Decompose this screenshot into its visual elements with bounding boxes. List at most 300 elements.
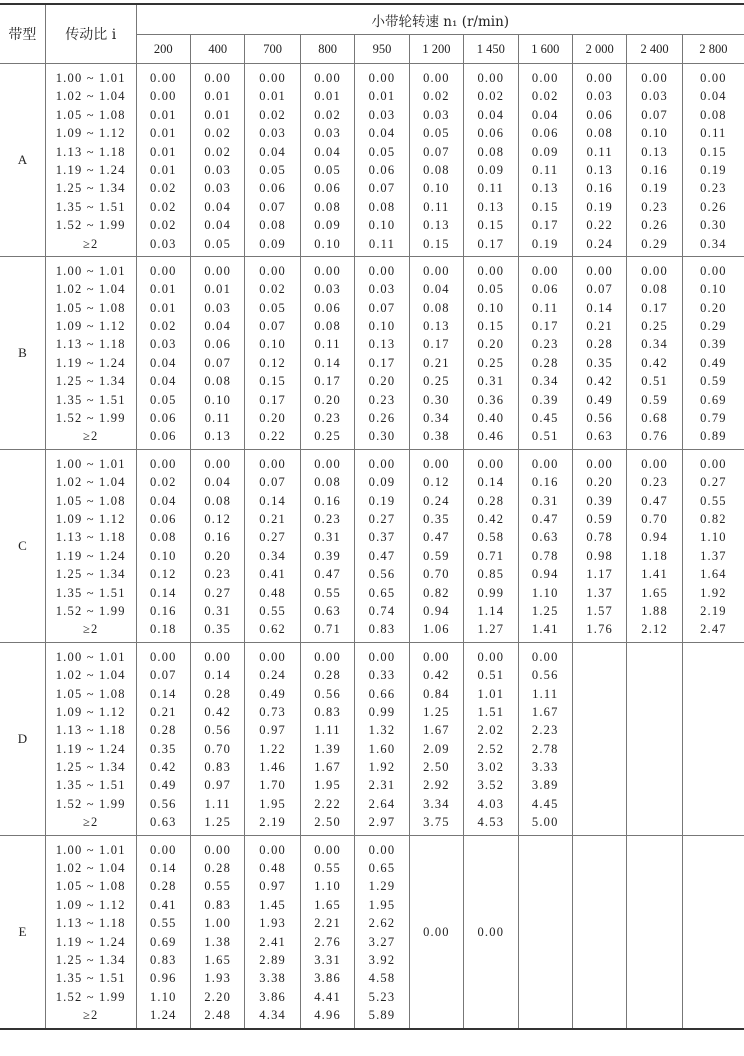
power-value-column xyxy=(355,64,409,257)
power-value: 0.00 xyxy=(204,649,232,664)
ratio-value: 1.05 ~ 1.08 xyxy=(55,107,126,122)
power-value: 0.76 xyxy=(641,429,668,444)
power-value: 0.69 xyxy=(149,934,177,949)
ratio-value: 1.00 ~ 1.01 xyxy=(55,456,126,471)
power-value: 0.42 xyxy=(423,668,450,683)
power-value: 0.03 xyxy=(641,89,668,104)
power-value: 0.28 xyxy=(314,668,341,683)
power-value: 0.00 xyxy=(477,263,505,278)
power-value: 0.06 xyxy=(477,126,505,141)
ratio-value: 1.52 ~ 1.99 xyxy=(55,796,126,811)
power-value: 2.48 xyxy=(204,1008,232,1023)
power-value: 0.08 xyxy=(314,319,341,334)
power-value: 0.74 xyxy=(368,603,396,618)
power-value: 0.30 xyxy=(700,218,727,233)
power-value-column xyxy=(518,642,572,835)
power-value: 0.05 xyxy=(149,392,177,407)
speed-header: 小带轮转速 n₁ (r/min) xyxy=(136,4,744,35)
power-value: 1.10 xyxy=(149,989,177,1004)
power-value: 1.67 xyxy=(423,723,450,738)
power-value: 0.00 xyxy=(586,263,614,278)
power-value: 1.38 xyxy=(204,934,232,949)
ratio-value: 1.35 ~ 1.51 xyxy=(55,392,126,407)
power-value: 1.22 xyxy=(259,741,286,756)
power-value: 1.45 xyxy=(259,897,286,912)
power-value: 2.47 xyxy=(700,622,727,637)
power-value: 0.55 xyxy=(259,603,286,618)
power-value: 0.16 xyxy=(641,162,668,177)
belt-type-group xyxy=(0,835,744,1028)
power-value: 0.00 xyxy=(259,71,286,85)
ratio-value: 1.05 ~ 1.08 xyxy=(55,300,126,315)
power-value: 0.36 xyxy=(477,392,505,407)
power-value: 0.04 xyxy=(204,319,232,334)
ratio-list xyxy=(45,835,136,1028)
power-value: 1.70 xyxy=(259,778,286,793)
power-value: 1.10 xyxy=(700,530,727,545)
power-value-column xyxy=(464,642,518,835)
power-value: 4.41 xyxy=(314,989,341,1004)
power-value: 0.22 xyxy=(259,429,286,444)
power-value: 0.07 xyxy=(368,181,396,196)
power-value: 0.10 xyxy=(259,337,286,352)
power-value: 0.20 xyxy=(586,475,614,490)
power-value: 1.18 xyxy=(641,548,668,563)
power-value-column xyxy=(245,835,300,1028)
power-value: 0.06 xyxy=(368,162,396,177)
power-value: 0.65 xyxy=(368,585,396,600)
power-value: 1.10 xyxy=(531,585,559,600)
power-value: 0.59 xyxy=(700,374,727,389)
power-value: 0.08 xyxy=(423,162,450,177)
power-value: 0.41 xyxy=(259,567,286,582)
power-value: 0.14 xyxy=(149,686,177,701)
power-value: 0.00 xyxy=(368,71,396,85)
power-value: 2.97 xyxy=(368,815,396,830)
power-value: 2.21 xyxy=(314,916,341,931)
power-value: 0.17 xyxy=(314,374,341,389)
power-value: 0.05 xyxy=(477,282,505,297)
ratio-value: 1.19 ~ 1.24 xyxy=(55,162,126,177)
power-value: 0.00 xyxy=(204,456,232,471)
power-value: 0.22 xyxy=(586,218,614,233)
power-value: 0.25 xyxy=(423,374,450,389)
power-value: 2.62 xyxy=(368,916,396,931)
ratio-value: 1.05 ~ 1.08 xyxy=(55,493,126,508)
power-value: 0.21 xyxy=(149,704,177,719)
ratio-value: 1.02 ~ 1.04 xyxy=(55,861,126,876)
power-value: 1.64 xyxy=(700,567,727,582)
power-value: 1.41 xyxy=(531,622,559,637)
power-value: 0.02 xyxy=(149,181,177,196)
ratio-value: 1.05 ~ 1.08 xyxy=(55,686,126,701)
power-value-column xyxy=(191,64,245,257)
power-value: 0.06 xyxy=(149,429,177,444)
power-value: 0.35 xyxy=(586,355,614,370)
power-value-column xyxy=(409,449,463,642)
ratio-value: 1.25 ~ 1.34 xyxy=(55,181,126,196)
power-value: 1.65 xyxy=(641,585,668,600)
power-value: 0.13 xyxy=(641,144,668,159)
power-value: 1.37 xyxy=(586,585,614,600)
belt-type-label: E xyxy=(0,835,45,1028)
power-value: 0.13 xyxy=(586,162,614,177)
power-value-column xyxy=(355,256,409,449)
power-value: 1.88 xyxy=(641,603,668,618)
power-value: 0.55 xyxy=(314,861,341,876)
power-value: 2.41 xyxy=(259,934,286,949)
power-value: 0.10 xyxy=(204,392,232,407)
power-value: 0.28 xyxy=(586,337,614,352)
power-value: 0.00 xyxy=(149,649,177,664)
power-value-column xyxy=(572,256,626,449)
power-value: 3.75 xyxy=(423,815,450,830)
power-value: 0.18 xyxy=(149,622,177,637)
power-value: 0.00 xyxy=(368,649,396,664)
power-value: 0.07 xyxy=(204,355,232,370)
power-value: 0.99 xyxy=(477,585,505,600)
power-value: 0.17 xyxy=(477,236,505,251)
power-value: 0.17 xyxy=(368,355,396,370)
power-value: 0.05 xyxy=(259,162,286,177)
power-value: 1.24 xyxy=(149,1008,177,1023)
power-value: 0.16 xyxy=(586,181,614,196)
ratio-value: ≥2 xyxy=(82,815,99,830)
power-value: 0.00 xyxy=(423,456,450,471)
power-value: 0.38 xyxy=(423,429,450,444)
power-value: 0.06 xyxy=(586,107,614,122)
power-value: 0.06 xyxy=(531,126,559,141)
power-value: 0.78 xyxy=(586,530,614,545)
power-value: 0.47 xyxy=(423,530,450,545)
power-value: 0.83 xyxy=(368,622,396,637)
power-value: 0.12 xyxy=(204,511,232,526)
power-value: 4.45 xyxy=(531,796,559,811)
power-value: 5.23 xyxy=(368,989,396,1004)
power-value: 0.02 xyxy=(259,107,286,122)
power-value: 0.23 xyxy=(368,392,396,407)
power-value: 0.00 xyxy=(368,842,396,857)
power-value: 0.34 xyxy=(700,236,727,251)
power-value: 0.07 xyxy=(149,668,177,683)
power-value: 0.04 xyxy=(700,89,727,104)
power-value: 1.25 xyxy=(423,704,450,719)
table-row xyxy=(0,835,744,1028)
power-value: 0.13 xyxy=(531,181,559,196)
ratio-value: 1.09 ~ 1.12 xyxy=(55,897,126,912)
power-value: 4.34 xyxy=(259,1008,286,1023)
power-value: 0.23 xyxy=(641,199,668,214)
power-value: 0.10 xyxy=(700,282,727,297)
power-value: 1.95 xyxy=(314,778,341,793)
power-value: 0.97 xyxy=(204,778,232,793)
power-value: 0.10 xyxy=(314,236,341,251)
power-value: 0.00 xyxy=(423,649,450,664)
power-value: 1.17 xyxy=(586,567,614,582)
power-value: 0.10 xyxy=(641,126,668,141)
power-value: 0.04 xyxy=(259,144,286,159)
power-value: 0.08 xyxy=(259,218,286,233)
power-value-column xyxy=(136,642,190,835)
power-value: 0.01 xyxy=(204,282,232,297)
power-value: 0.00 xyxy=(368,456,396,471)
power-value-column xyxy=(300,64,354,257)
power-value: 0.46 xyxy=(477,429,505,444)
ratio-value: 1.09 ~ 1.12 xyxy=(55,511,126,526)
power-value: 0.41 xyxy=(149,897,177,912)
power-value: 0.07 xyxy=(368,300,396,315)
power-value-column xyxy=(627,449,682,642)
power-value: 1.95 xyxy=(368,897,396,912)
power-value: 0.20 xyxy=(477,337,505,352)
power-value: 0.37 xyxy=(368,530,396,545)
power-value: 0.11 xyxy=(586,144,613,159)
power-value: 0.39 xyxy=(531,392,559,407)
power-value-column xyxy=(627,256,682,449)
power-value: 0.20 xyxy=(314,392,341,407)
power-value: 0.34 xyxy=(423,411,450,426)
ratio-value: ≥2 xyxy=(82,236,99,251)
power-value: 1.00 xyxy=(204,916,232,931)
power-value-column xyxy=(245,642,300,835)
power-value: 0.02 xyxy=(149,218,177,233)
power-value: 0.00 xyxy=(259,649,286,664)
power-value: 4.53 xyxy=(477,815,505,830)
power-value: 0.27 xyxy=(259,530,286,545)
power-value: 0.02 xyxy=(477,89,505,104)
power-value-column xyxy=(518,256,572,449)
power-value: 0.39 xyxy=(314,548,341,563)
power-value: 0.35 xyxy=(149,741,177,756)
power-value: 1.29 xyxy=(368,879,396,894)
power-value: 0.04 xyxy=(314,144,341,159)
power-value: 0.28 xyxy=(204,861,232,876)
power-value: 0.27 xyxy=(700,475,727,490)
power-value-column xyxy=(191,449,245,642)
power-value: 0.73 xyxy=(259,704,286,719)
power-value: 0.10 xyxy=(149,548,177,563)
power-value: 0.17 xyxy=(641,300,668,315)
power-value: 0.03 xyxy=(586,89,614,104)
power-value: 0.42 xyxy=(204,704,232,719)
power-value: 1.92 xyxy=(368,760,396,775)
power-value: 0.66 xyxy=(368,686,396,701)
power-value: 0.00 xyxy=(531,456,559,471)
power-value: 3.34 xyxy=(423,796,450,811)
power-value: 0.08 xyxy=(314,475,341,490)
power-value: 0.29 xyxy=(700,319,727,334)
power-value: 1.25 xyxy=(204,815,232,830)
power-value: 0.00 xyxy=(531,649,559,664)
power-value: 0.82 xyxy=(423,585,450,600)
power-value: 0.78 xyxy=(531,548,559,563)
power-value: 0.56 xyxy=(368,567,396,582)
power-value: 0.47 xyxy=(641,493,668,508)
power-value: 0.16 xyxy=(314,493,341,508)
power-value: 1.60 xyxy=(368,741,396,756)
power-value: 0.02 xyxy=(259,282,286,297)
power-value: 2.50 xyxy=(314,815,341,830)
power-value: 0.07 xyxy=(586,282,614,297)
power-value: 0.15 xyxy=(477,319,505,334)
power-value: 0.17 xyxy=(531,218,559,233)
ratio-value: 1.35 ~ 1.51 xyxy=(55,778,126,793)
speed-column-header: 2 400 xyxy=(627,35,682,64)
power-value: 3.38 xyxy=(259,971,286,986)
ratio-value: 1.02 ~ 1.04 xyxy=(55,475,126,490)
power-value: 0.07 xyxy=(259,199,286,214)
power-value-column xyxy=(191,642,245,835)
power-value: 0.10 xyxy=(368,319,396,334)
power-value: 1.65 xyxy=(204,952,232,967)
power-value: 0.00 xyxy=(314,456,341,471)
power-value: 0.28 xyxy=(204,686,232,701)
power-value: 2.02 xyxy=(477,723,505,738)
power-value: 2.52 xyxy=(477,741,505,756)
power-value: 0.01 xyxy=(149,144,177,159)
power-value: 0.16 xyxy=(149,603,177,618)
power-value-column xyxy=(572,449,626,642)
power-value: 0.00 xyxy=(641,263,668,278)
power-value: 0.01 xyxy=(204,107,232,122)
power-value: 0.19 xyxy=(641,181,668,196)
power-value: 0.83 xyxy=(149,952,177,967)
power-value: 0.27 xyxy=(368,511,396,526)
power-value: 1.51 xyxy=(477,704,505,719)
ratio-value: 1.25 ~ 1.34 xyxy=(55,760,126,775)
power-value: 0.15 xyxy=(531,199,559,214)
power-value: 2.50 xyxy=(423,760,450,775)
power-value: 0.05 xyxy=(423,126,450,141)
power-value: 4.58 xyxy=(368,971,396,986)
power-value: 1.11 xyxy=(532,686,559,701)
power-value: 0.23 xyxy=(641,475,668,490)
power-value: 0.06 xyxy=(204,337,232,352)
power-value: 0.00 xyxy=(149,456,177,471)
power-value: 0.04 xyxy=(477,107,505,122)
power-value: 0.20 xyxy=(259,411,286,426)
power-value: 0.21 xyxy=(586,319,614,334)
ratio-header: 传动比 i xyxy=(45,4,136,64)
power-value: 0.00 xyxy=(586,71,614,85)
power-value: 5.89 xyxy=(368,1008,396,1023)
power-value: 0.59 xyxy=(641,392,668,407)
power-value: 2.19 xyxy=(259,815,286,830)
power-value: 0.68 xyxy=(641,411,668,426)
power-value: 0.58 xyxy=(477,530,505,545)
power-value: 0.03 xyxy=(259,126,286,141)
power-value: 0.45 xyxy=(531,411,559,426)
power-value: 0.70 xyxy=(641,511,668,526)
power-value-column xyxy=(136,64,190,257)
power-value: 0.00 xyxy=(423,925,450,940)
power-value: 0.49 xyxy=(149,778,177,793)
power-value: 0.03 xyxy=(204,300,232,315)
power-value-column xyxy=(682,64,744,257)
power-value: 0.71 xyxy=(314,622,341,637)
power-value: 1.11 xyxy=(204,796,231,811)
power-value: 0.14 xyxy=(586,300,614,315)
power-value: 0.14 xyxy=(204,668,232,683)
power-value: 3.33 xyxy=(531,760,559,775)
power-value: 0.31 xyxy=(477,374,505,389)
speed-column-header: 2 800 xyxy=(682,35,744,64)
power-value: 0.55 xyxy=(314,585,341,600)
power-value: 0.11 xyxy=(204,411,231,426)
ratio-value: 1.02 ~ 1.04 xyxy=(55,668,126,683)
ratio-value: 1.25 ~ 1.34 xyxy=(55,952,126,967)
power-value: 0.23 xyxy=(700,181,727,196)
power-value: 1.93 xyxy=(259,916,286,931)
power-value: 1.67 xyxy=(531,704,559,719)
power-value: 0.14 xyxy=(314,355,341,370)
power-value: 0.97 xyxy=(259,879,286,894)
power-value-column xyxy=(300,256,354,449)
power-value: 0.10 xyxy=(477,300,505,315)
power-value: 1.11 xyxy=(314,723,341,738)
power-value: 0.63 xyxy=(149,815,177,830)
power-value-column xyxy=(627,642,682,835)
power-value: 0.79 xyxy=(700,411,727,426)
power-value: 1.93 xyxy=(204,971,232,986)
power-value: 0.04 xyxy=(423,282,450,297)
power-value: 0.07 xyxy=(423,144,450,159)
ratio-value: 1.25 ~ 1.34 xyxy=(55,567,126,582)
power-value: 2.19 xyxy=(700,603,727,618)
power-value: 0.47 xyxy=(531,511,559,526)
power-value: 3.52 xyxy=(477,778,505,793)
power-value: 0.02 xyxy=(423,89,450,104)
power-value: 0.34 xyxy=(259,548,286,563)
power-value: 0.03 xyxy=(368,107,396,122)
power-value: 0.19 xyxy=(700,162,727,177)
power-value: 0.04 xyxy=(149,374,177,389)
power-value-column xyxy=(409,642,463,835)
power-value: 0.56 xyxy=(149,796,177,811)
power-value: 0.06 xyxy=(149,411,177,426)
power-value: 0.39 xyxy=(700,337,727,352)
power-value: 0.28 xyxy=(531,355,559,370)
power-value: 0.27 xyxy=(204,585,232,600)
ratio-list xyxy=(45,256,136,449)
power-value-column xyxy=(464,449,518,642)
power-value: 0.05 xyxy=(259,300,286,315)
power-value: 0.05 xyxy=(368,144,396,159)
power-value: 2.64 xyxy=(368,796,396,811)
power-value: 0.00 xyxy=(477,649,505,664)
power-value: 1.25 xyxy=(531,603,559,618)
power-value: 0.06 xyxy=(531,282,559,297)
power-value-column xyxy=(300,449,354,642)
power-value: 0.33 xyxy=(368,668,396,683)
power-value: 0.00 xyxy=(204,71,232,85)
power-value: 0.15 xyxy=(477,218,505,233)
power-value: 0.00 xyxy=(149,71,177,85)
ratio-value: 1.00 ~ 1.01 xyxy=(55,263,126,278)
power-value: 0.21 xyxy=(423,355,450,370)
power-value: 0.06 xyxy=(259,181,286,196)
power-value: 0.26 xyxy=(641,218,668,233)
power-value-column xyxy=(300,835,354,1028)
power-value: 0.16 xyxy=(204,530,232,545)
power-value: 0.11 xyxy=(477,181,504,196)
belt-type-group xyxy=(0,64,744,257)
power-value: 0.83 xyxy=(204,897,232,912)
power-value: 0.01 xyxy=(149,107,177,122)
power-value: 0.00 xyxy=(259,842,286,857)
power-value-column xyxy=(191,256,245,449)
power-value: 0.01 xyxy=(149,300,177,315)
